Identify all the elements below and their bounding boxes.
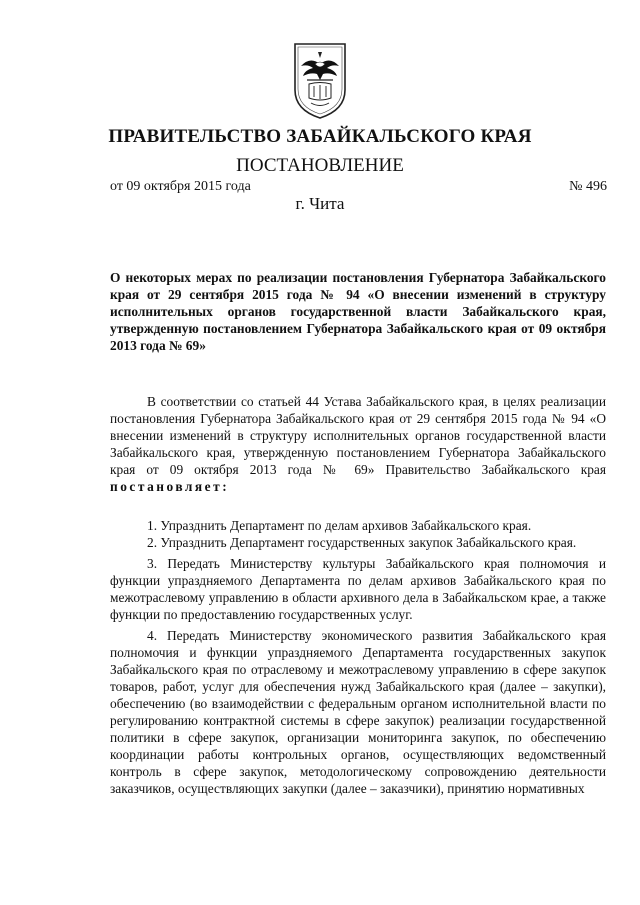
document-number: № 496 [569, 179, 607, 194]
document-subject: О некоторых мерах по реализации постановления Губернатора Забайкальского края от 29 сентября 2015 года № 94 «О внесении изменений в структуру исполнительных органов государственной власти Забайкальского края, утвержденную постановлением Губернатора Забайкальского края от 09 октября 2013 года № 69» [110, 270, 606, 353]
document-date: от 09 октября 2015 года [110, 179, 251, 194]
document-body [110, 393, 606, 797]
item-2: 2. Упразднить Департамент государственных закупок Забайкальского края. [147, 535, 577, 550]
decree-word: постановляет: [110, 479, 230, 494]
preamble-paragraph [110, 393, 606, 495]
document-city: г. Чита [295, 194, 345, 213]
document-type: ПОСТАНОВЛЕНИЕ [236, 155, 404, 176]
item-1: 1. Упразднить Департамент по делам архивов Забайкальского края. [147, 518, 532, 533]
coat-of-arms-emblem-icon [285, 40, 355, 120]
preamble-text: В соответствии со статьей 44 Устава Забайкальского края, в целях реализации постановления Губернатора Забайкальского края от 29 сентября 2015 года № 94 «О внесении изменений в структуру исполнительных органов государственной власти Забайкальского края, утвержденную постановлением Губернатора Забайкальского края от 09 октября 2013 года № 69» Правительство Забайкальского края [110, 394, 606, 477]
government-title: ПРАВИТЕЛЬСТВО ЗАБАЙКАЛЬСКОГО КРАЯ [108, 126, 532, 147]
item-4: 4. Передать Министерству экономического развития Забайкальского края полномочия и функции упраздняемого Департамента государственных закупок Забайкальского края по отраслевому и межотраслевому управлению в сфере закупок товаров, работ, услуг для обеспечения нужд Забайкальского края (далее – закупки), обеспечению (во взаимодействии с федеральным органом исполнительной власти по регулированию контрактной системы в сфере закупок) реализации государственной политики в сфере закупок, организации мониторинга закупок, по обеспечению координации работы контрольных органов, осуществляющих ведомственный контроль в сфере закупок, методологическому сопровождению деятельности заказчиков, осуществляющих закупки (далее – заказчики), принятию нормативных [110, 628, 606, 796]
item-3: 3. Передать Министерству культуры Забайкальского края полномочия и функции упраздняемого Департамента по делам архивов Забайкальского края по межотраслевому управлению в области архивного дела в Забайкальском крае, а также функции по предоставлению государственных услуг. [110, 556, 606, 622]
